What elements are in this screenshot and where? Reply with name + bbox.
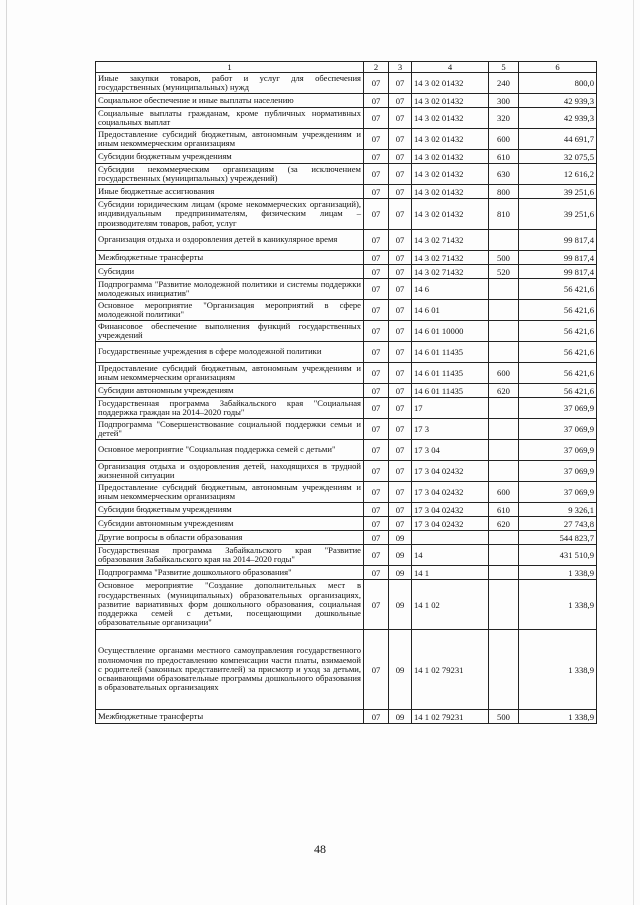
section-code: 07 <box>364 251 389 265</box>
expense-type-code: 620 <box>489 384 519 398</box>
table-row <box>96 321 597 342</box>
header-col-2: 2 <box>364 62 389 73</box>
subsection-code: 07 <box>389 94 412 108</box>
expense-type-code <box>489 440 519 461</box>
table-row <box>96 342 597 363</box>
target-article-code: 17 3 04 <box>412 440 489 461</box>
target-article-code: 14 <box>412 545 489 566</box>
amount-value: 39 251,6 <box>519 199 597 230</box>
section-code: 07 <box>364 580 389 630</box>
header-col-1: 1 <box>96 62 364 73</box>
expense-type-code: 600 <box>489 129 519 150</box>
table-row <box>96 419 597 440</box>
target-article-code: 14 3 02 01432 <box>412 94 489 108</box>
subsection-code: 07 <box>389 398 412 419</box>
subsection-code: 07 <box>389 199 412 230</box>
section-code: 07 <box>364 419 389 440</box>
table-row <box>96 531 597 545</box>
table-row <box>96 150 597 164</box>
section-code: 07 <box>364 461 389 482</box>
subsection-code: 07 <box>389 363 412 384</box>
budget-item-name: Организация отдыха и оздоровления детей в каникулярное время <box>96 230 364 251</box>
expense-type-code: 810 <box>489 199 519 230</box>
subsection-code: 09 <box>389 710 412 724</box>
amount-value: 44 691,7 <box>519 129 597 150</box>
target-article-code: 14 6 01 10000 <box>412 321 489 342</box>
section-code: 07 <box>364 710 389 724</box>
table-row <box>96 482 597 503</box>
subsection-code: 07 <box>389 461 412 482</box>
table-row <box>96 251 597 265</box>
amount-value: 42 939,3 <box>519 108 597 129</box>
subsection-code: 07 <box>389 279 412 300</box>
budget-item-name: Государственная программа Забайкальского края "Социальная поддержка граждан на 2014–2020 годы" <box>96 398 364 419</box>
budget-item-name: Предоставление субсидий бюджетным, автономным учреждениям и иным некоммерческим организациям <box>96 129 364 150</box>
amount-value: 56 421,6 <box>519 342 597 363</box>
table-row <box>96 199 597 230</box>
budget-item-name: Подпрограмма "Совершенствование социальной поддержки семьи и детей" <box>96 419 364 440</box>
budget-item-name: Субсидии бюджетным учреждениям <box>96 150 364 164</box>
target-article-code <box>412 531 489 545</box>
table-row <box>96 129 597 150</box>
expense-type-code: 630 <box>489 164 519 185</box>
amount-value: 56 421,6 <box>519 279 597 300</box>
expense-type-code: 300 <box>489 94 519 108</box>
subsection-code: 09 <box>389 580 412 630</box>
subsection-code: 09 <box>389 531 412 545</box>
expense-type-code <box>489 279 519 300</box>
target-article-code: 14 6 <box>412 279 489 300</box>
subsection-code: 07 <box>389 300 412 321</box>
subsection-code: 07 <box>389 517 412 531</box>
budget-item-name: Предоставление субсидий бюджетным, автономным учреждениям и иным некоммерческим организациям <box>96 363 364 384</box>
amount-value: 37 069,9 <box>519 398 597 419</box>
expense-type-code <box>489 342 519 363</box>
amount-value: 99 817,4 <box>519 265 597 279</box>
table-row <box>96 461 597 482</box>
section-code: 07 <box>364 230 389 251</box>
table-row <box>96 363 597 384</box>
target-article-code: 14 1 <box>412 566 489 580</box>
budget-item-name: Межбюджетные трансферты <box>96 251 364 265</box>
target-article-code: 14 3 02 71432 <box>412 265 489 279</box>
subsection-code: 07 <box>389 251 412 265</box>
expense-type-code: 600 <box>489 482 519 503</box>
expense-type-code <box>489 419 519 440</box>
expense-type-code <box>489 461 519 482</box>
budget-item-name: Государственная программа Забайкальского края "Развитие образования Забайкальского края на 2014–2020 годы" <box>96 545 364 566</box>
table-row <box>96 94 597 108</box>
expense-type-code <box>489 545 519 566</box>
target-article-code: 14 6 01 11435 <box>412 384 489 398</box>
expense-type-code: 500 <box>489 251 519 265</box>
target-article-code: 14 3 02 71432 <box>412 230 489 251</box>
table-row <box>96 279 597 300</box>
budget-item-name: Основное мероприятие "Создание дополнительных мест в государственных (муниципальных) образовательных организациях, развитие вариативных форм дошкольного образования, социальная поддержка семей с детьми, посещающими дошкольные образовательные организации" <box>96 580 364 630</box>
budget-item-name: Осуществление органами местного самоуправления государственного полномочия по предоставлению компенсации части платы, взимаемой с родителей (законных представителей) за присмотр и уход за детьми, осваивающими образовательные программы дошкольного образования в образовательных организациях <box>96 630 364 710</box>
target-article-code: 17 3 04 02432 <box>412 461 489 482</box>
amount-value: 544 823,7 <box>519 531 597 545</box>
expense-type-code: 610 <box>489 150 519 164</box>
budget-item-name: Подпрограмма "Развитие дошкольного образования" <box>96 566 364 580</box>
budget-item-name: Субсидии автономным учреждениям <box>96 384 364 398</box>
amount-value: 9 326,1 <box>519 503 597 517</box>
subsection-code: 07 <box>389 321 412 342</box>
table-row <box>96 630 597 710</box>
expense-type-code: 240 <box>489 73 519 94</box>
table-header-row <box>96 62 597 73</box>
amount-value: 37 069,9 <box>519 482 597 503</box>
section-code: 07 <box>364 630 389 710</box>
section-code: 07 <box>364 199 389 230</box>
section-code: 07 <box>364 300 389 321</box>
target-article-code: 14 3 02 01432 <box>412 108 489 129</box>
section-code: 07 <box>364 164 389 185</box>
target-article-code: 14 3 02 01432 <box>412 199 489 230</box>
amount-value: 56 421,6 <box>519 384 597 398</box>
target-article-code: 14 1 02 <box>412 580 489 630</box>
subsection-code: 07 <box>389 265 412 279</box>
subsection-code: 07 <box>389 342 412 363</box>
expense-type-code: 600 <box>489 363 519 384</box>
budget-item-name: Иные закупки товаров, работ и услуг для обеспечения государственных (муниципальных) нужд <box>96 73 364 94</box>
section-code: 07 <box>364 94 389 108</box>
header-col-3: 3 <box>389 62 412 73</box>
budget-item-name: Основное мероприятие "Социальная поддержка семей с детьми" <box>96 440 364 461</box>
table-row <box>96 384 597 398</box>
section-code: 07 <box>364 384 389 398</box>
subsection-code: 09 <box>389 630 412 710</box>
budget-item-name: Организация отдыха и оздоровления детей, находящихся в трудной жизненной ситуации <box>96 461 364 482</box>
section-code: 07 <box>364 545 389 566</box>
table-row <box>96 440 597 461</box>
budget-item-name: Другие вопросы в области образования <box>96 531 364 545</box>
subsection-code: 07 <box>389 164 412 185</box>
budget-item-name: Основное мероприятие "Организация мероприятий в сфере молодежной политики" <box>96 300 364 321</box>
expense-type-code: 320 <box>489 108 519 129</box>
amount-value: 431 510,9 <box>519 545 597 566</box>
page-number: 48 <box>314 842 326 856</box>
target-article-code: 14 3 02 01432 <box>412 150 489 164</box>
budget-item-name: Социальные выплаты гражданам, кроме публичных нормативных социальных выплат <box>96 108 364 129</box>
subsection-code: 09 <box>389 545 412 566</box>
table-row <box>96 108 597 129</box>
expense-type-code <box>489 566 519 580</box>
amount-value: 39 251,6 <box>519 185 597 199</box>
table-row <box>96 164 597 185</box>
section-code: 07 <box>364 185 389 199</box>
header-col-4: 4 <box>412 62 489 73</box>
amount-value: 56 421,6 <box>519 321 597 342</box>
section-code: 07 <box>364 363 389 384</box>
budget-table <box>95 61 597 724</box>
table-row <box>96 398 597 419</box>
section-code: 07 <box>364 440 389 461</box>
budget-item-name: Субсидии некоммерческим организациям (за исключением государственных (муниципальных) учреждений) <box>96 164 364 185</box>
section-code: 07 <box>364 482 389 503</box>
section-code: 07 <box>364 108 389 129</box>
table-row <box>96 300 597 321</box>
target-article-code: 14 3 02 01432 <box>412 129 489 150</box>
subsection-code: 07 <box>389 73 412 94</box>
budget-item-name: Субсидии бюджетным учреждениям <box>96 503 364 517</box>
table-row <box>96 230 597 251</box>
target-article-code: 14 3 02 01432 <box>412 73 489 94</box>
section-code: 07 <box>364 321 389 342</box>
expense-type-code <box>489 321 519 342</box>
target-article-code: 14 3 02 71432 <box>412 251 489 265</box>
target-article-code: 17 <box>412 398 489 419</box>
subsection-code: 07 <box>389 129 412 150</box>
amount-value: 32 075,5 <box>519 150 597 164</box>
table-row <box>96 73 597 94</box>
table-row <box>96 503 597 517</box>
amount-value: 42 939,3 <box>519 94 597 108</box>
budget-item-name: Подпрограмма "Развитие молодежной политики и системы поддержки молодежных инициатив" <box>96 279 364 300</box>
subsection-code: 07 <box>389 440 412 461</box>
target-article-code: 14 3 02 01432 <box>412 164 489 185</box>
subsection-code: 07 <box>389 150 412 164</box>
amount-value: 1 338,9 <box>519 630 597 710</box>
table-row <box>96 517 597 531</box>
subsection-code: 07 <box>389 108 412 129</box>
target-article-code: 17 3 04 02432 <box>412 503 489 517</box>
budget-item-name: Государственные учреждения в сфере молодежной политики <box>96 342 364 363</box>
target-article-code: 17 3 04 02432 <box>412 517 489 531</box>
amount-value: 1 338,9 <box>519 566 597 580</box>
expense-type-code: 520 <box>489 265 519 279</box>
scan-edge-left <box>6 0 7 905</box>
budget-item-name: Субсидии юридическим лицам (кроме некоммерческих организаций), индивидуальным предпринимателям, физическим лицам – производителям товаров, работ, услуг <box>96 199 364 230</box>
amount-value: 27 743,8 <box>519 517 597 531</box>
amount-value: 800,0 <box>519 73 597 94</box>
target-article-code: 17 3 04 02432 <box>412 482 489 503</box>
header-col-5: 5 <box>489 62 519 73</box>
target-article-code: 14 6 01 <box>412 300 489 321</box>
expense-type-code <box>489 580 519 630</box>
header-col-6: 6 <box>519 62 597 73</box>
subsection-code: 07 <box>389 230 412 251</box>
budget-item-name: Социальное обеспечение и иные выплаты населению <box>96 94 364 108</box>
amount-value: 37 069,9 <box>519 440 597 461</box>
section-code: 07 <box>364 517 389 531</box>
expense-type-code: 620 <box>489 517 519 531</box>
amount-value: 37 069,9 <box>519 419 597 440</box>
table-row <box>96 265 597 279</box>
target-article-code: 14 1 02 79231 <box>412 710 489 724</box>
target-article-code: 14 3 02 01432 <box>412 185 489 199</box>
budget-item-name: Межбюджетные трансферты <box>96 710 364 724</box>
expense-type-code: 800 <box>489 185 519 199</box>
amount-value: 1 338,9 <box>519 580 597 630</box>
scan-edge-right <box>633 0 634 905</box>
target-article-code: 14 6 01 11435 <box>412 363 489 384</box>
amount-value: 12 616,2 <box>519 164 597 185</box>
amount-value: 99 817,4 <box>519 230 597 251</box>
budget-item-name: Субсидии автономным учреждениям <box>96 517 364 531</box>
table-row <box>96 185 597 199</box>
budget-item-name: Финансовое обеспечение выполнения функций государственных учреждений <box>96 321 364 342</box>
subsection-code: 07 <box>389 482 412 503</box>
budget-item-name: Предоставление субсидий бюджетным, автономным учреждениям и иным некоммерческим организациям <box>96 482 364 503</box>
section-code: 07 <box>364 503 389 517</box>
section-code: 07 <box>364 398 389 419</box>
amount-value: 37 069,9 <box>519 461 597 482</box>
table-row <box>96 545 597 566</box>
amount-value: 1 338,9 <box>519 710 597 724</box>
expense-type-code <box>489 630 519 710</box>
section-code: 07 <box>364 279 389 300</box>
amount-value: 99 817,4 <box>519 251 597 265</box>
subsection-code: 07 <box>389 503 412 517</box>
section-code: 07 <box>364 129 389 150</box>
section-code: 07 <box>364 531 389 545</box>
section-code: 07 <box>364 566 389 580</box>
subsection-code: 09 <box>389 566 412 580</box>
expense-type-code <box>489 398 519 419</box>
subsection-code: 07 <box>389 419 412 440</box>
subsection-code: 07 <box>389 384 412 398</box>
target-article-code: 17 3 <box>412 419 489 440</box>
table-row <box>96 710 597 724</box>
expense-type-code: 610 <box>489 503 519 517</box>
table-row <box>96 566 597 580</box>
section-code: 07 <box>364 265 389 279</box>
expense-type-code <box>489 300 519 321</box>
expense-type-code: 500 <box>489 710 519 724</box>
expense-type-code <box>489 531 519 545</box>
expense-type-code <box>489 230 519 251</box>
table-row <box>96 580 597 630</box>
subsection-code: 07 <box>389 185 412 199</box>
section-code: 07 <box>364 73 389 94</box>
section-code: 07 <box>364 150 389 164</box>
target-article-code: 14 1 02 79231 <box>412 630 489 710</box>
target-article-code: 14 6 01 11435 <box>412 342 489 363</box>
amount-value: 56 421,6 <box>519 363 597 384</box>
amount-value: 56 421,6 <box>519 300 597 321</box>
section-code: 07 <box>364 342 389 363</box>
budget-item-name: Субсидии <box>96 265 364 279</box>
budget-item-name: Иные бюджетные ассигнования <box>96 185 364 199</box>
